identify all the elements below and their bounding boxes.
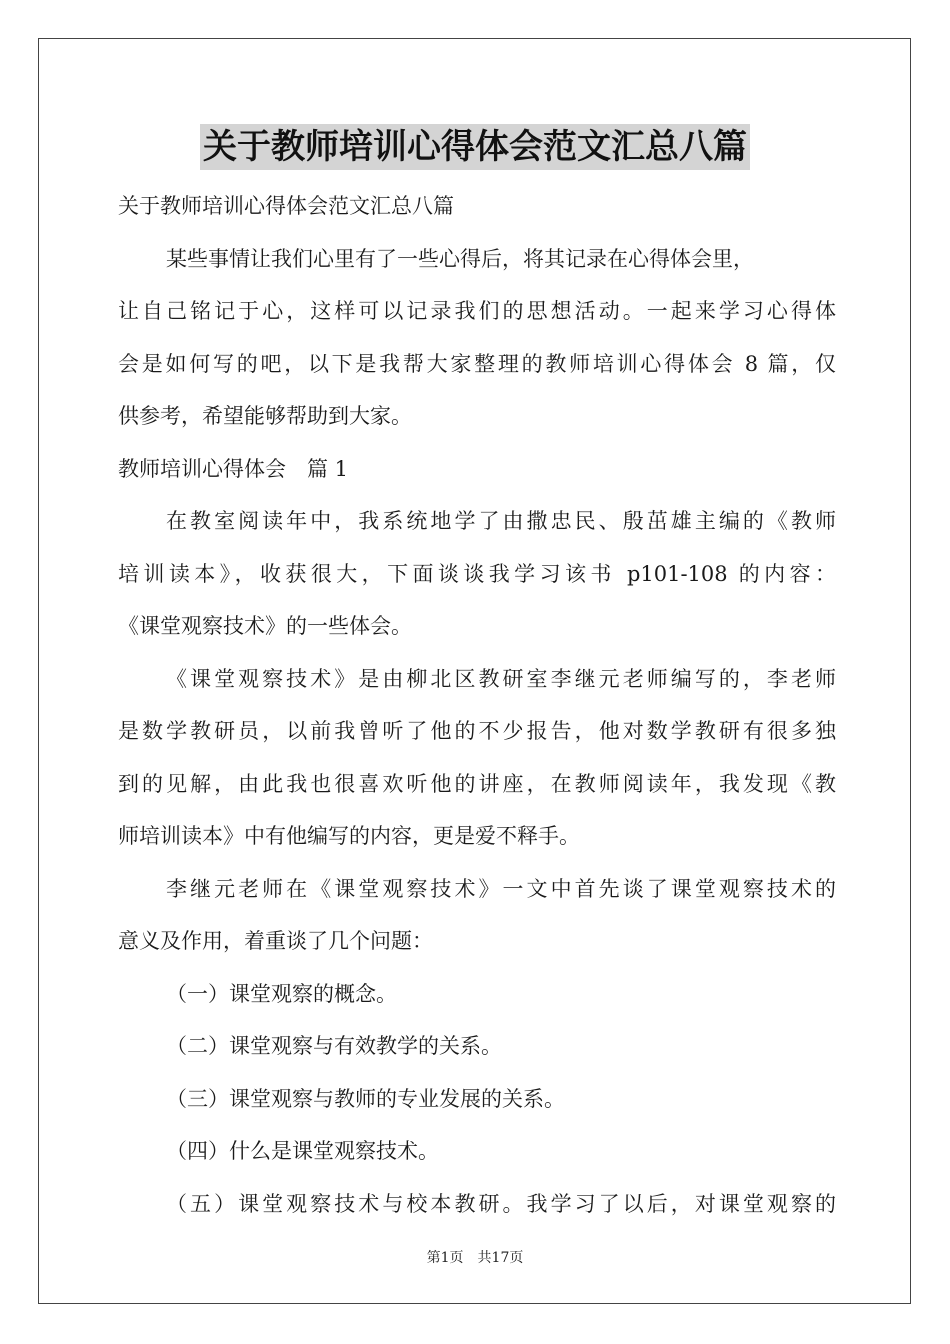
list-item: （四）什么是课堂观察技术。 <box>166 1139 439 1163</box>
list-item: （五）课堂观察技术与校本教研。我学习了以后，对课堂观察的 <box>166 1191 836 1216</box>
paragraph-line: 《课堂观察技术》的一些体会。 <box>118 614 412 638</box>
list-item: （一）课堂观察的概念。 <box>166 981 397 1006</box>
page-footer: 第1页 共17页 <box>426 1250 524 1266</box>
paragraph-line: 是数学教研员，以前我曾听了他的不少报告，他对数学教研有很多独 <box>118 719 836 743</box>
paragraph-line: 《课堂观察技术》是由柳北区教研室李继元老师编写的，李老师 <box>166 666 836 691</box>
paragraph-line: 让自己铭记于心，这样可以记录我们的思想活动。一起来学习心得体 <box>118 299 836 323</box>
paragraph-line: 某些事情让我们心里有了一些心得后，将其记录在心得体会里， <box>166 246 754 271</box>
paragraph-line: 到的见解，由此我也很喜欢听他的讲座，在教师阅读年，我发现《教 <box>118 771 836 796</box>
list-item: （二）课堂观察与有效教学的关系。 <box>166 1034 502 1058</box>
paragraph-line: 在教室阅读年中，我系统地学了由撒忠民、殷茁雄主编的《教师 <box>166 509 836 533</box>
section-heading: 教师培训心得体会 篇 1 <box>118 456 349 481</box>
paragraph-line: 培训读本》，收获很大，下面谈谈我学习该书 p101-108 的内容： <box>118 561 836 586</box>
subtitle-line: 关于教师培训心得体会范文汇总八篇 <box>118 194 454 218</box>
paragraph-line: 师培训读本》中有他编写的内容，更是爱不释手。 <box>118 824 580 848</box>
paragraph-line: 意义及作用，着重谈了几个问题： <box>118 929 433 953</box>
title-container <box>0 124 950 170</box>
paragraph-line: 会是如何写的吧，以下是我帮大家整理的教师培训心得体会 8 篇，仅 <box>118 351 836 376</box>
paragraph-line: 李继元老师在《课堂观察技术》一文中首先谈了课堂观察技术的 <box>166 876 836 901</box>
list-item: （三）课堂观察与教师的专业发展的关系。 <box>166 1086 565 1111</box>
paragraph-line: 供参考，希望能够帮助到大家。 <box>118 404 412 428</box>
document-title: 关于教师培训心得体会范文汇总八篇 <box>200 124 750 170</box>
document-body <box>118 180 836 1230</box>
